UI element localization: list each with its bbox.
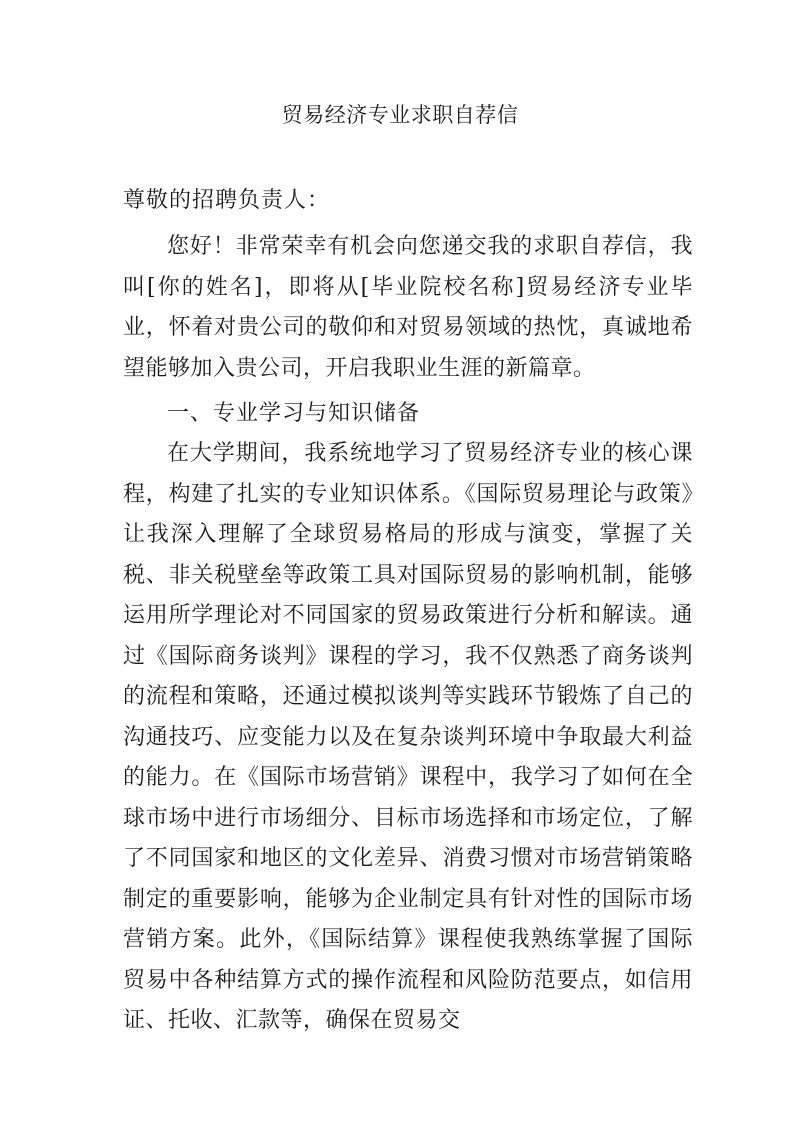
section-body-paragraph: 在大学期间，我系统地学习了贸易经济专业的核心课程，构建了扎实的专业知识体系。《国际贸易理论与政策》让我深入理解了全球贸易格局的形成与演变，掌握了关税、非关税壁垒等政策工具对国际贸易的影响机制，能够运用所学理论对不同国家的贸易政策进行分析和解读。通过《国际商务谈判》课程的学习，我不仅熟悉了商务谈判的流程和策略，还通过模拟谈判等实践环节锻炼了自己的沟通技巧、应变能力以及在复杂谈判环境中争取最大利益的能力。在《国际市场营销》课程中，我学习了如何在全球市场中进行市场细分、目标市场选择和市场定位，了解了不同国家和地区的文化差异、消费习惯对市场营销策略制定的重要影响，能够为企业制定具有针对性的国际市场营销方案。此外，《国际结算》课程使我熟练掌握了国际贸易中各种结算方式的操作流程和风险防范要点，如信用证、托收、汇款等，确保在贸易交	[123, 441, 693, 1033]
section-heading: 一、专业学习与知识储备	[167, 401, 421, 426]
document-title: 贸易经济专业求职自荐信	[281, 103, 519, 127]
intro-paragraph: 您好！非常荣幸有机会向您递交我的求职自荐信，我叫[你的姓名]，即将从[毕业院校名称]贸易经济专业毕业，怀着对贵公司的敬仰和对贸易领域的热忱，真诚地希望能够加入贵公司，开启我职业生涯的新篇章。	[123, 234, 693, 381]
salutation: 尊敬的招聘负责人：	[123, 188, 331, 213]
